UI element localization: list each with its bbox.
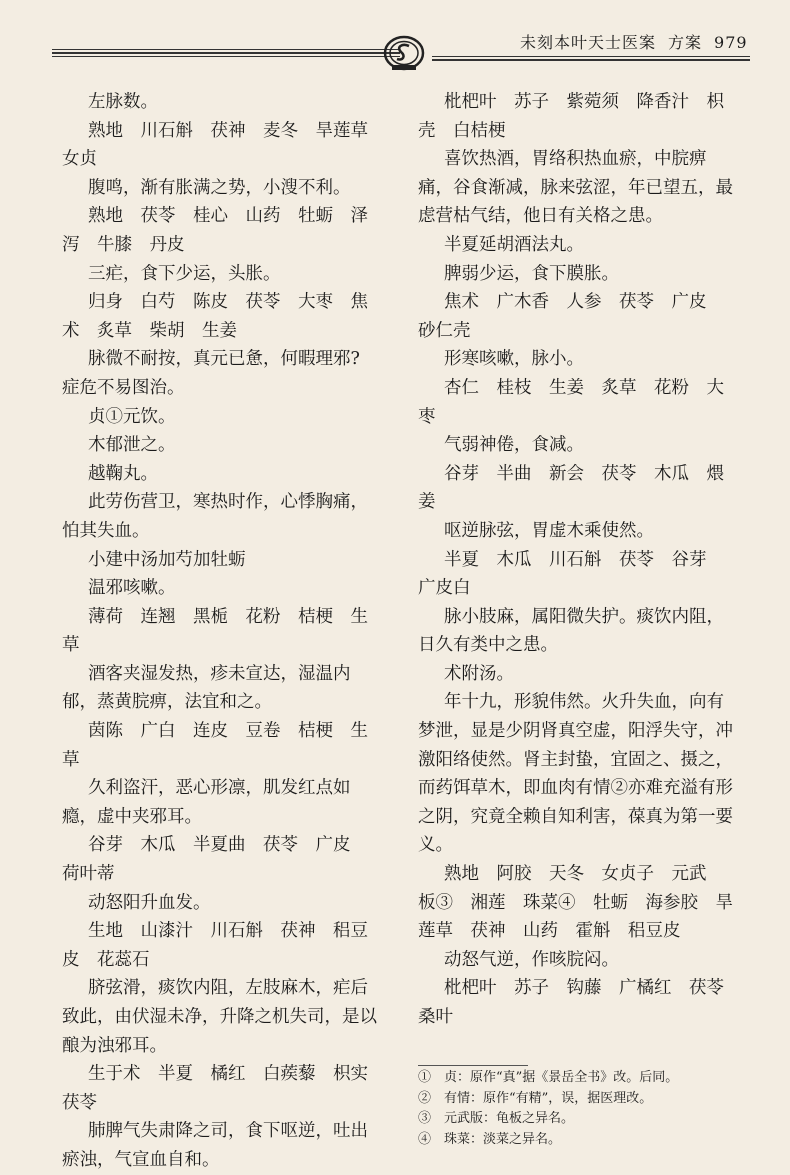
text-line: 木郁泄之。 — [88, 435, 176, 456]
text-line: 激阳络使然。肾主封蛰，宜固之、摄之， — [418, 749, 733, 770]
text-line: 熟地 阿胶 天冬 女贞子 元武 — [444, 864, 707, 885]
text-line: 熟地 茯苓 桂心 山药 牡蛎 泽 — [88, 206, 368, 227]
text-line: 酿为浊邪耳。 — [62, 1035, 167, 1056]
text-line: 喜饮热酒，胃络积热血瘀，中脘痹 — [444, 149, 707, 170]
book-title: 未刻本叶天士医案 — [520, 33, 657, 52]
header-rule — [432, 59, 750, 61]
text-line: 谷芽 木瓜 半夏曲 茯苓 广皮 — [88, 835, 351, 856]
footnotes — [418, 1068, 758, 1150]
text-line: 术 炙草 柴胡 生姜 — [62, 320, 237, 341]
footnote-divider — [418, 1065, 528, 1066]
text-line: 杏仁 桂枝 生姜 炙草 花粉 大 — [444, 377, 724, 398]
text-line: 莲草 茯神 山药 霍斛 稆豆皮 — [418, 921, 681, 942]
left-text-column — [62, 88, 384, 1175]
text-line: 半夏延胡酒法丸。 — [444, 234, 584, 255]
text-line: 小建中汤加芍加牡蛎 — [88, 549, 246, 570]
text-line: 年十九，形貌伟然。火升失血，向有 — [444, 692, 724, 713]
header-rule — [52, 56, 400, 57]
text-line: 薄荷 连翘 黑栀 花粉 桔梗 生 — [88, 606, 368, 627]
text-line: 酒客夹湿发热，疹未宣达，湿温内 — [88, 663, 351, 684]
text-line: 怕其失血。 — [62, 520, 150, 541]
text-line: 壳 白桔梗 — [418, 120, 506, 141]
text-line: 脉小肢麻，属阳微失护。痰饮内阻， — [444, 606, 724, 627]
text-line: 而药饵草木，即血肉有情②亦难充溢有形 — [418, 778, 733, 799]
text-line: 三疟，食下少运，头胀。 — [88, 263, 281, 284]
text-line: 草 — [62, 749, 80, 770]
page-header — [0, 0, 790, 70]
text-line: 之阴，究竟全赖自知利害，葆真为第一要 — [418, 806, 733, 827]
text-line: 熟地 川石斛 茯神 麦冬 旱莲草 — [88, 120, 368, 141]
section-title: 方案 — [668, 33, 703, 52]
text-line: 枇杷叶 苏子 钩藤 广橘红 茯苓 — [444, 978, 724, 999]
text-line: 肺脾气失肃降之司，食下呕逆，吐出 — [88, 1121, 368, 1142]
text-line: 生地 山漆汁 川石斛 茯神 稆豆 — [88, 921, 368, 942]
text-line: 枇杷叶 苏子 紫菀须 降香汁 枳 — [444, 92, 724, 112]
text-line: 动怒气逆，作咳脘闷。 — [444, 949, 619, 970]
running-head — [520, 30, 760, 53]
text-line: 姜 — [418, 492, 436, 513]
text-line: 痛，谷食渐减，脉来弦涩，年已望五，最 — [418, 177, 733, 198]
text-line: 脾弱少运，食下膜胀。 — [444, 263, 619, 284]
text-line: 荷叶蒂 — [62, 864, 115, 885]
text-line: 梦泄，显是少阴肾真空虚，阳浮失守，冲 — [418, 721, 733, 742]
text-line: 泻 牛膝 丹皮 — [62, 234, 185, 255]
text-line: 皮 花蕊石 — [62, 949, 150, 970]
text-line: 茵陈 广白 连皮 豆卷 桔梗 生 — [88, 721, 368, 742]
text-line: 义。 — [418, 835, 453, 856]
header-rule — [52, 52, 400, 54]
footnote-item: ② 有情：原作“有精”，误，据医理改。 — [418, 1090, 653, 1106]
text-line: 谷芽 半曲 新会 茯苓 木瓜 煨 — [444, 463, 724, 484]
text-line: 术附汤。 — [444, 663, 514, 684]
text-line: 归身 白芍 陈皮 茯苓 大枣 焦 — [88, 292, 368, 313]
text-line: 枣 — [418, 406, 436, 427]
text-line: 女贞 — [62, 149, 97, 170]
right-text-column — [418, 88, 758, 1032]
circular-emblem-icon — [382, 34, 426, 72]
text-line: 脐弦滑，痰饮内阻，左肢麻木，疟后 — [88, 978, 368, 999]
text-line: 广皮白 — [418, 578, 471, 599]
text-line: 茯苓 — [62, 1092, 97, 1113]
text-line: 左脉数。 — [88, 92, 158, 112]
text-line: 桑叶 — [418, 1007, 453, 1027]
text-line: 瘀浊，气宣血自和。 — [62, 1149, 220, 1170]
text-line: 草 — [62, 635, 80, 656]
text-line: 此劳伤营卫，寒热时作，心悸胸痛， — [88, 492, 368, 513]
text-line: 形寒咳嗽，脉小。 — [444, 349, 584, 370]
text-line: 贞①元饮。 — [88, 406, 176, 427]
text-line: 虑营枯气结，他日有关格之患。 — [418, 206, 663, 227]
text-line: 脉微不耐按，真元已惫，何暇理邪? — [88, 349, 360, 370]
text-line: 久利盗汗，恶心形凛，肌发红点如 — [88, 778, 351, 799]
text-line: 呕逆脉弦，胃虚木乘使然。 — [444, 520, 654, 541]
text-line: 板③ 湘莲 珠菜④ 牡蛎 海参胶 旱 — [418, 892, 733, 913]
text-line: 焦术 广木香 人参 茯苓 广皮 — [444, 292, 707, 313]
footnote-item: ④ 珠菜：淡菜之异名。 — [418, 1131, 562, 1147]
text-line: 瘾，虚中夹邪耳。 — [62, 806, 202, 827]
text-line: 腹鸣，渐有胀满之势，小溲不利。 — [88, 177, 351, 198]
header-rule — [52, 49, 400, 50]
text-line: 郁，蒸黄脘痹，法宜和之。 — [62, 692, 272, 713]
text-line: 温邪咳嗽。 — [88, 578, 176, 599]
text-line: 日久有类中之患。 — [418, 635, 558, 656]
text-line: 气弱神倦，食减。 — [444, 435, 584, 456]
page-number: 979 — [714, 33, 748, 52]
header-rule — [432, 56, 750, 57]
text-line: 越鞠丸。 — [88, 463, 158, 484]
text-line: 砂仁壳 — [418, 320, 471, 341]
text-line: 半夏 木瓜 川石斛 茯苓 谷芽 — [444, 549, 707, 570]
text-line: 动怒阳升血发。 — [88, 892, 211, 913]
text-line: 致此，由伏湿未净，升降之机失司，是以 — [62, 1007, 377, 1027]
text-line: 生于术 半夏 橘红 白蒺藜 枳实 — [88, 1064, 368, 1085]
footnote-item: ③ 元武版：龟板之异名。 — [418, 1111, 575, 1126]
footnote-item: ① 贞：原作“真”据《景岳全书》改。后同。 — [418, 1070, 679, 1085]
text-line: 症危不易图治。 — [62, 377, 185, 398]
